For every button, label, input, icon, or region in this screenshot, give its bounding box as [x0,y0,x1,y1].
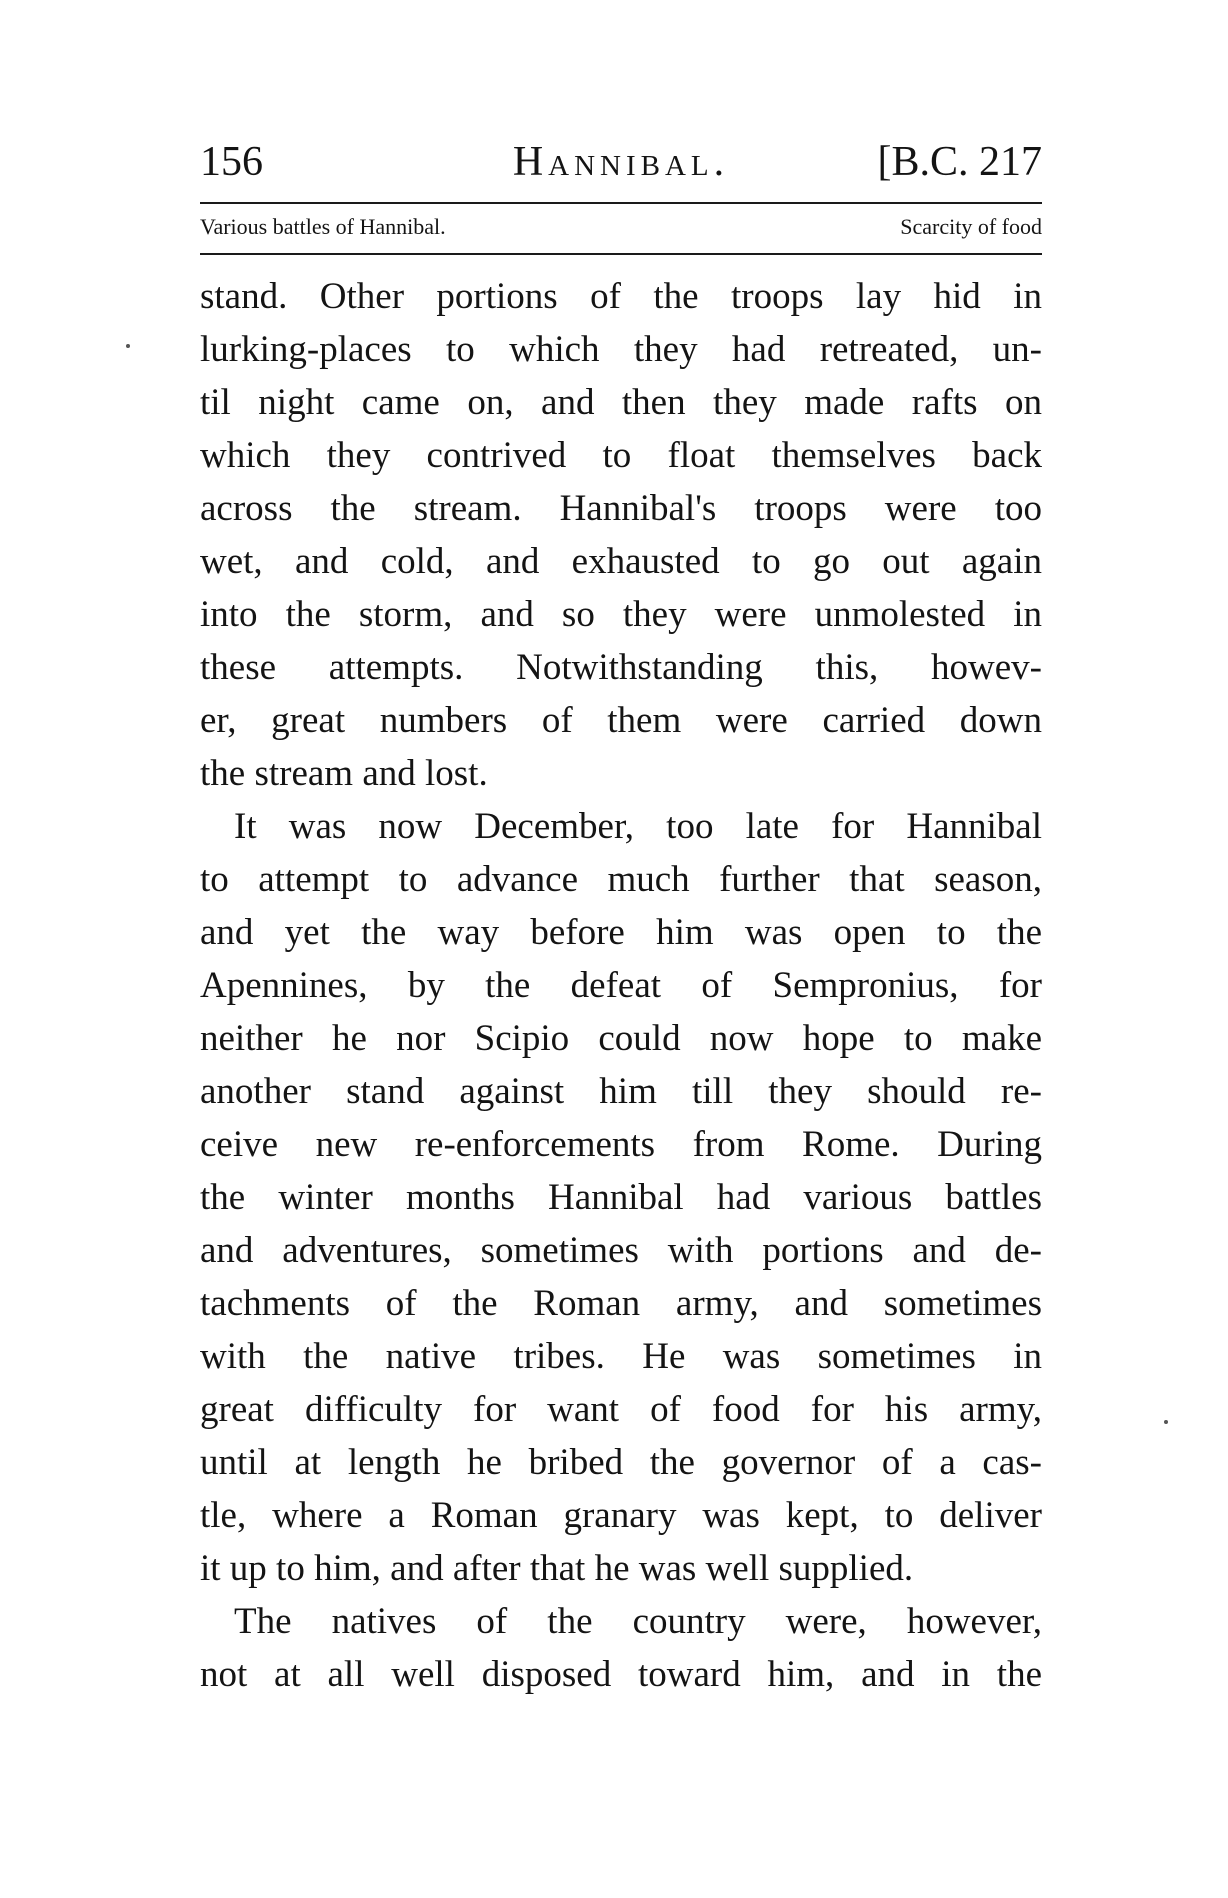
text-line: into the storm, and so they were unmolested in [200,594,1042,635]
header-rule-top [200,202,1042,204]
text-line: the winter months Hannibal had various battles [200,1177,1042,1218]
stray-ink-mark [126,344,130,348]
paragraph [200,270,1042,800]
text-line: tle, where a Roman granary was kept, to deliver [200,1495,1042,1536]
text-line: and yet the way before him was open to the [200,912,1042,953]
body-text [200,270,1042,1701]
topic-left: Various battles of Hannibal. [200,214,446,239]
book-title: Hannibal. [512,139,730,185]
text-line: er, great numbers of them were carried down [200,700,1042,741]
text-line: not at all well disposed toward him, and in the [200,1654,1042,1695]
text-line: ceive new re-enforcements from Rome. During [200,1124,1042,1165]
running-head [200,132,1042,192]
text-line: the stream and lost. [200,753,488,794]
text-line: until at length he bribed the governor of a cas- [200,1442,1042,1483]
text-line: It was now December, too late for Hannibal [234,806,1042,847]
page-number: 156 [200,139,263,185]
text-line: another stand against him till they should re- [200,1071,1042,1112]
text-line: tachments of the Roman army, and sometimes [200,1283,1042,1324]
text-line: which they contrived to float themselves back [200,435,1042,476]
paragraph [200,800,1042,1595]
text-line: wet, and cold, and exhausted to go out again [200,541,1042,582]
paragraph [200,1595,1042,1701]
text-line: it up to him, and after that he was well supplied. [200,1548,914,1589]
text-line: to attempt to advance much further that season, [200,859,1042,900]
header-rule-bottom [200,253,1042,255]
text-line: great difficulty for want of food for his army, [200,1389,1042,1430]
text-line: these attempts. Notwithstanding this, howev- [200,647,1042,688]
stray-ink-mark [1164,1420,1168,1424]
text-line: neither he nor Scipio could now hope to make [200,1018,1042,1059]
topic-subheader [200,207,1042,247]
text-line: and adventures, sometimes with portions and de- [200,1230,1042,1271]
text-line: stand. Other portions of the troops lay hid in [200,276,1042,317]
text-line: lurking-places to which they had retreated, un- [200,329,1042,370]
text-line: Apennines, by the defeat of Sempronius, for [200,965,1042,1006]
date-label: [B.C. 217 [877,139,1042,185]
text-line: The natives of the country were, however, [234,1601,1042,1642]
topic-right: Scarcity of food [900,214,1042,239]
text-line: til night came on, and then they made rafts on [200,382,1042,423]
text-line: with the native tribes. He was sometimes in [200,1336,1042,1377]
text-line: across the stream. Hannibal's troops were too [200,488,1042,529]
